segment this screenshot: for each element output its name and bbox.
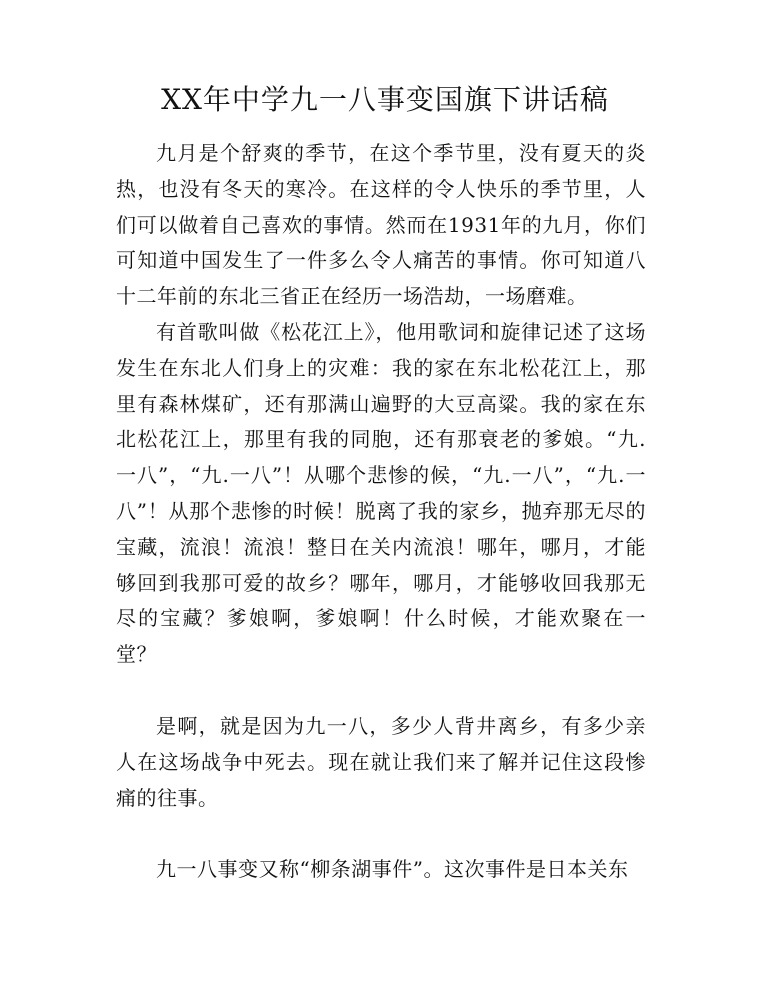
paragraph-song: 有首歌叫做《松花江上》，他用歌词和旋律记述了这场发生在东北人们身上的灾难：我的家在东北松花江上，那里有森林煤矿，还有那满山遍野的大豆高粱。我的家在东北松花江上，那里有我的同胞，还有那衰老的爹娘。“九.一八”，“九.一八”！从哪个悲惨的候，“九.一八”，“九.一八”！从那个悲惨的时候！脱离了我的家乡，抛弃那无尽的宝藏，流浪！流浪！整日在关内流浪！哪年，哪月，才能够回到我那可爱的故乡？哪年，哪月，才能够收回我那无尽的宝藏？爹娘啊，爹娘啊！什么时候，才能欢聚在一堂？ <box>116 319 646 667</box>
paragraph-spacer <box>116 673 646 709</box>
paragraph-reflection: 是啊，就是因为九一八，多少人背井离乡，有多少亲人在这场战争中死去。现在就让我们来了解并记住这段惨痛的往事。 <box>116 713 646 810</box>
document-title: XX年中学九一八事变国旗下讲话稿 <box>161 83 609 116</box>
paragraph-spacer <box>116 816 646 852</box>
paragraph-intro: 九月是个舒爽的季节，在这个季节里，没有夏天的炎热，也没有冬天的寒冷。在这样的令人快乐的季节里，人们可以做着自己喜欢的事情。然而在1931年的九月，你们可知道中国发生了一件多么令人痛苦的事情。你可知道八十二年前的东北三省正在经历一场浩劫，一场磨难。 <box>116 141 646 309</box>
document-body <box>116 136 646 888</box>
paragraph-history: 九一八事变又称“柳条湖事件”。这次事件是日本关东 <box>156 857 629 882</box>
